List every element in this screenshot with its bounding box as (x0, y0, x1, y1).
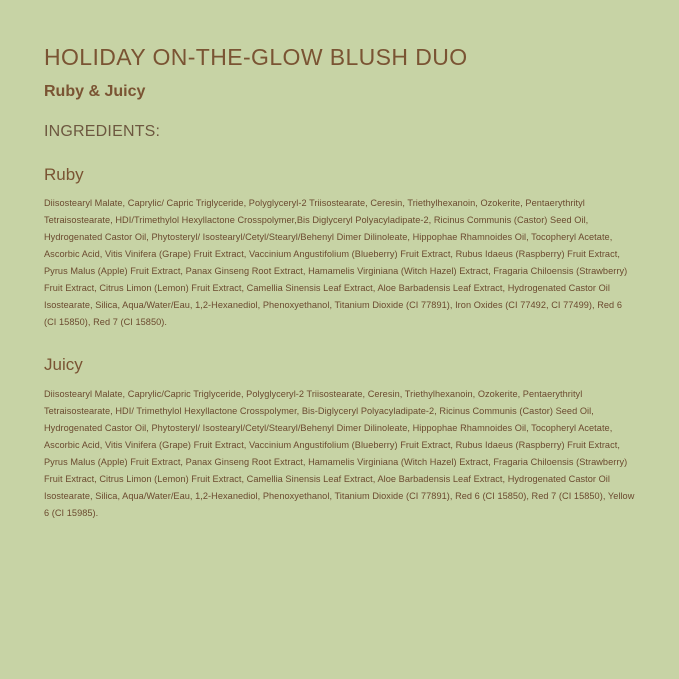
ingredient-list-juicy: Diisostearyl Malate, Caprylic/Capric Triglyceride, Polyglyceryl-2 Triisostearate, Ceresin, Triethylhexanoin, Ozokerite, Pentaerythrityl Tetraisostearate, HDI/ Trimethylol Hexyllactone Crosspolymer, Bis-Diglyceryl Polyacyladipate-2, Ricinus Communis (Castor) Seed Oil, Hydrogenated Castor Oil, Phytosteryl/ Isostearyl/Cetyl/Stearyl/Behenyl Dimer Dilinoleate, Hippophae Rhamnoides Oil, Tocopheryl Acetate, Ascorbic Acid, Vitis Vinifera (Grape) Fruit Extract, Vaccinium Angustifolium (Blueberry) Fruit Extract, Rubus Idaeus (Raspberry) Fruit Extract, Pyrus Malus (Apple) Fruit Extract, Panax Ginseng Root Extract, Hamamelis Virginiana (Witch Hazel) Extract, Fragaria Chiloensis (Strawberry) Fruit Extract, Citrus Limon (Lemon) Fruit Extract, Camellia Sinensis Leaf Extract, Aloe Barbadensis Leaf Extract, Hydrogenated Castor Oil Isostearate, Silica, Aqua/Water/Eau, 1,2-Hexanediol, Phenoxyethanol, Titanium Dioxide (CI 77891), Red 6 (CI 15850), Red 7 (CI 15850), Yellow 6 (CI 15985). (44, 388, 635, 518)
bottom-spacer (44, 522, 635, 672)
shade-name-juicy: Juicy (44, 355, 83, 375)
page-title: HOLIDAY ON-THE-GLOW BLUSH DUO (44, 44, 468, 70)
shade-block-ruby (44, 165, 635, 332)
product-subtitle: Ruby & Juicy (44, 82, 146, 100)
ingredient-list-ruby: Diisostearyl Malate, Caprylic/ Capric Triglyceride, Polyglyceryl-2 Triisostearate, Ceresin, Triethylhexanoin, Ozokerite, Pentaerythrityl Tetraisostearate, HDI/Trimethylol Hexyllactone Crosspolymer,Bis Diglyceryl Polyacyladipate-2, Ricinus Communis (Castor) Seed Oil, Hydrogenated Castor Oil, Phytosteryl/ Isostearyl/Cetyl/Stearyl/Behenyl Dimer Dilinoleate, Hippophae Rhamnoides Oil, Tocopheryl Acetate, Ascorbic Acid, Vitis Vinifera (Grape) Fruit Extract, Vaccinium Angustifolium (Blueberry) Fruit Extract, Rubus Idaeus (Raspberry) Fruit Extract, Pyrus Malus (Apple) Fruit Extract, Panax Ginseng Root Extract, Hamamelis Virginiana (Witch Hazel) Extract, Fragaria Chiloensis (Strawberry) Fruit Extract, Citrus Limon (Lemon) Fruit Extract, Camellia Sinensis Leaf Extract, Aloe Barbadensis Leaf Extract, Hydrogenated Castor Oil Isostearate, Silica, Aqua/Water/Eau, 1,2-Hexanediol, Phenoxyethanol, Titanium Dioxide (CI 77891), Iron Oxides (CI 77492, CI 77499), Red 6 (CI 15850), Red 7 (CI 15850). (44, 198, 628, 328)
shade-block-juicy (44, 355, 635, 522)
ingredients-section-heading: INGREDIENTS: (44, 122, 161, 140)
shade-name-ruby: Ruby (44, 164, 84, 184)
